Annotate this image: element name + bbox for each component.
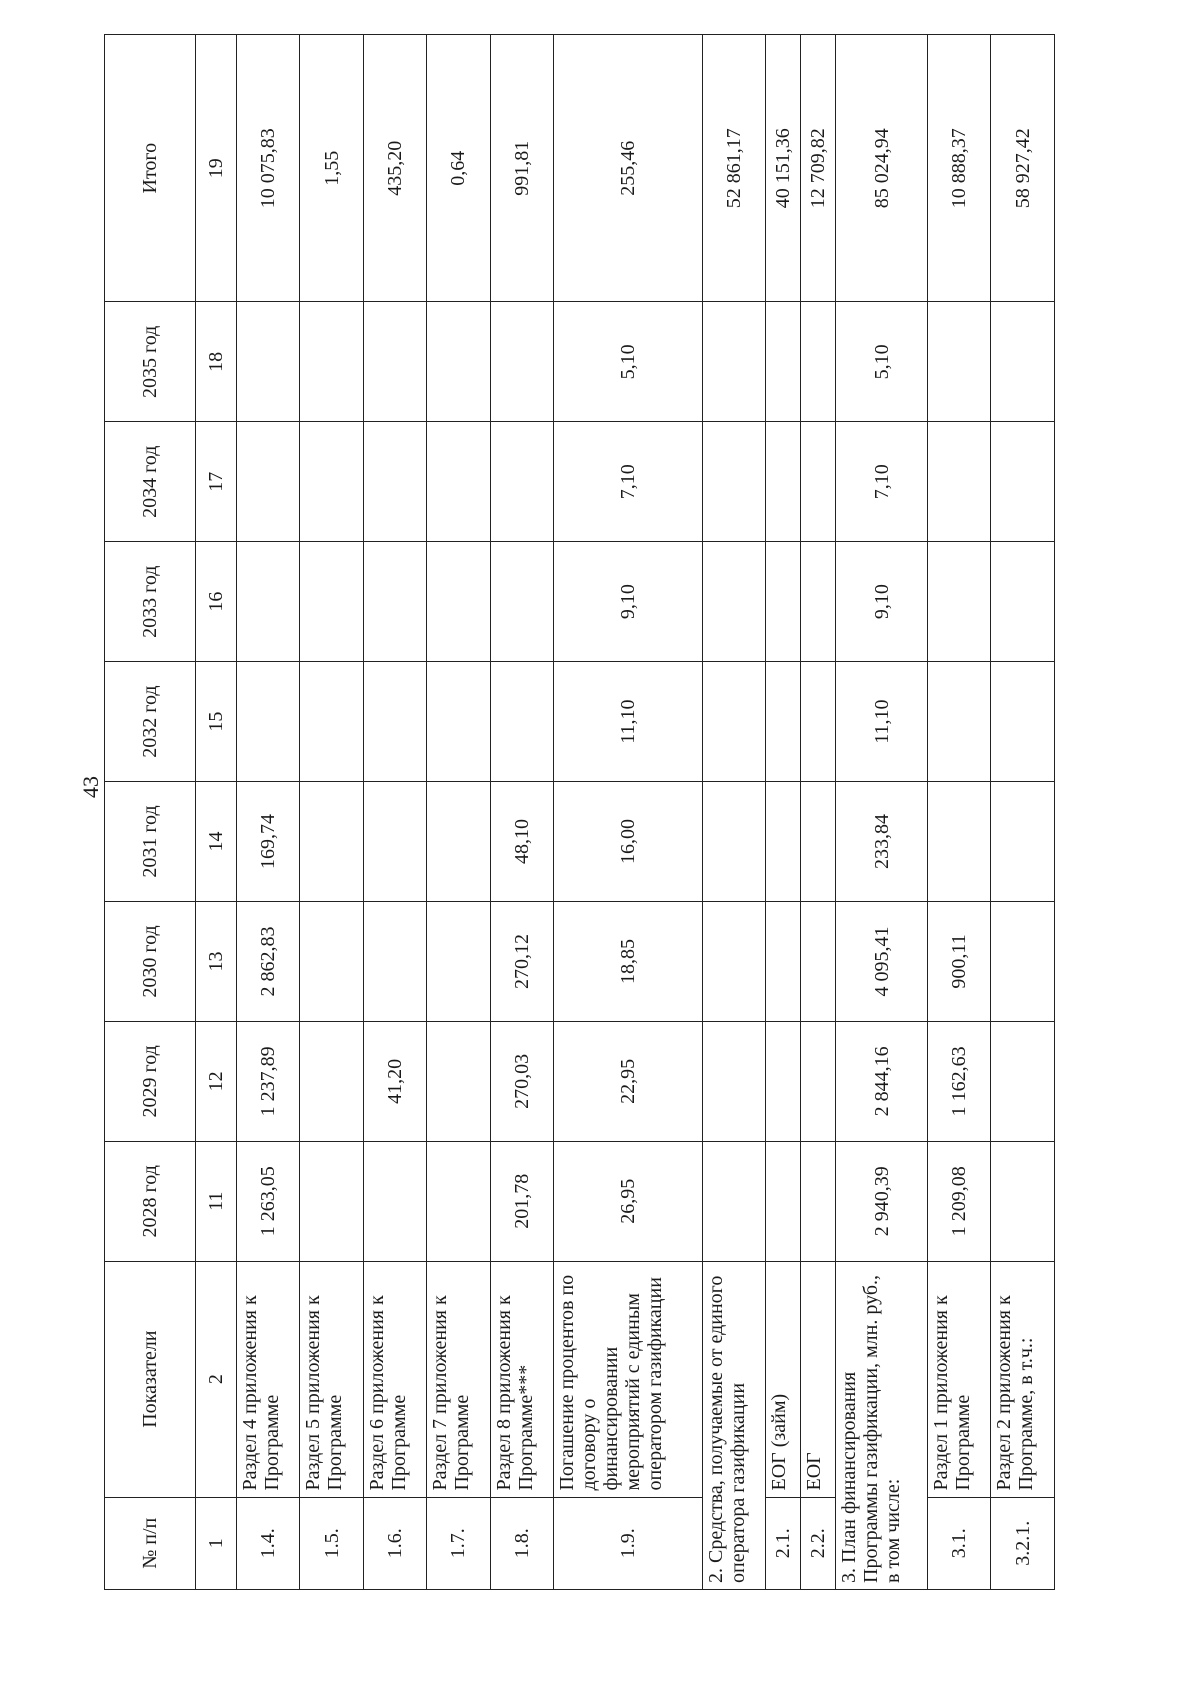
value-cell (363, 901, 426, 1021)
value-cell (427, 1141, 490, 1261)
value-cell (300, 542, 363, 662)
value-cell: 169,74 (237, 782, 300, 902)
value-cell (300, 422, 363, 542)
value-cell: 7,10 (554, 422, 703, 542)
value-cell: 9,10 (836, 542, 928, 662)
value-cell (702, 1021, 765, 1141)
column-number-cell: 18 (196, 302, 237, 422)
value-cell: 2 862,83 (237, 901, 300, 1021)
value-cell (801, 302, 836, 422)
row-label: Раздел 6 приложения к Программе (363, 1261, 426, 1497)
row-number: 1.6. (363, 1497, 426, 1589)
column-number-cell: 16 (196, 542, 237, 662)
value-cell (991, 302, 1055, 422)
value-cell: 270,12 (490, 901, 553, 1021)
value-cell: 435,20 (363, 35, 426, 302)
value-cell: 22,95 (554, 1021, 703, 1141)
value-cell: 58 927,42 (991, 35, 1055, 302)
value-cell: 2 940,39 (836, 1141, 928, 1261)
value-cell (801, 901, 836, 1021)
value-cell: 48,10 (490, 782, 553, 902)
row-number: 2.2. (801, 1497, 836, 1589)
header-cell: 2035 год (105, 302, 196, 422)
value-cell (991, 422, 1055, 542)
value-cell (363, 542, 426, 662)
table-row (766, 35, 801, 1590)
row-number: 1.7. (427, 1497, 490, 1589)
row-label: Раздел 4 приложения к Программе (237, 1261, 300, 1497)
value-cell: 11,10 (836, 662, 928, 782)
value-cell (237, 302, 300, 422)
table-row (991, 35, 1055, 1590)
value-cell: 1 263,05 (237, 1141, 300, 1261)
value-cell (237, 662, 300, 782)
value-cell (766, 662, 801, 782)
table-row (237, 35, 300, 1590)
value-cell (766, 302, 801, 422)
header-cell: 2028 год (105, 1141, 196, 1261)
header-cell: Итого (105, 35, 196, 302)
column-number-cell: 15 (196, 662, 237, 782)
value-cell (237, 422, 300, 542)
value-cell: 11,10 (554, 662, 703, 782)
value-cell: 201,78 (490, 1141, 553, 1261)
value-cell: 7,10 (836, 422, 928, 542)
value-cell: 0,64 (427, 35, 490, 302)
value-cell: 5,10 (554, 302, 703, 422)
value-cell: 4 095,41 (836, 901, 928, 1021)
header-cell: 2029 год (105, 1021, 196, 1141)
row-label: Раздел 8 приложения к Программе*** (490, 1261, 553, 1497)
value-cell (702, 901, 765, 1021)
value-cell: 1 162,63 (928, 1021, 991, 1141)
value-cell (427, 782, 490, 902)
value-cell (363, 1141, 426, 1261)
table-body (237, 35, 1055, 1590)
value-cell (801, 782, 836, 902)
column-number-row (196, 35, 237, 1590)
column-number-cell: 2 (196, 1261, 237, 1497)
row-label: 3. План финансирования Программы газификации, млн. руб., в том числе: (836, 1261, 928, 1589)
header-cell: Показатели (105, 1261, 196, 1497)
row-number: 1.4. (237, 1497, 300, 1589)
value-cell (427, 422, 490, 542)
value-cell (490, 542, 553, 662)
value-cell: 991,81 (490, 35, 553, 302)
row-label: Погашение процентов по договору о финансировании мероприятий с единым оператором газификации (554, 1261, 703, 1497)
column-number-cell: 17 (196, 422, 237, 542)
rotated-table-wrapper (104, 34, 1055, 1590)
value-cell (363, 662, 426, 782)
value-cell: 1 237,89 (237, 1021, 300, 1141)
table-row (490, 35, 553, 1590)
table-row (554, 35, 703, 1590)
value-cell (237, 542, 300, 662)
row-number: 2.1. (766, 1497, 801, 1589)
value-cell (702, 782, 765, 902)
value-cell (928, 302, 991, 422)
value-cell: 9,10 (554, 542, 703, 662)
value-cell (427, 542, 490, 662)
value-cell: 270,03 (490, 1021, 553, 1141)
row-label: ЕОГ (801, 1261, 836, 1497)
value-cell (766, 422, 801, 542)
value-cell (427, 1021, 490, 1141)
value-cell (300, 662, 363, 782)
table-row (300, 35, 363, 1590)
value-cell (928, 662, 991, 782)
value-cell: 255,46 (554, 35, 703, 302)
value-cell (427, 901, 490, 1021)
value-cell (300, 901, 363, 1021)
value-cell (991, 542, 1055, 662)
value-cell (991, 782, 1055, 902)
value-cell (363, 782, 426, 902)
value-cell: 2 844,16 (836, 1021, 928, 1141)
value-cell (801, 422, 836, 542)
row-label: Раздел 7 приложения к Программе (427, 1261, 490, 1497)
row-number: 3.1. (928, 1497, 991, 1589)
value-cell (363, 422, 426, 542)
row-label: ЕОГ (займ) (766, 1261, 801, 1497)
value-cell (702, 422, 765, 542)
table-row (836, 35, 928, 1590)
row-number: 1.5. (300, 1497, 363, 1589)
table-row (928, 35, 991, 1590)
value-cell (801, 662, 836, 782)
value-cell (766, 542, 801, 662)
value-cell (928, 782, 991, 902)
value-cell (702, 662, 765, 782)
value-cell (702, 1141, 765, 1261)
value-cell (490, 422, 553, 542)
column-number-cell: 11 (196, 1141, 237, 1261)
table-row (702, 35, 765, 1590)
value-cell: 41,20 (363, 1021, 426, 1141)
column-number-cell: 1 (196, 1497, 237, 1589)
row-label: Раздел 5 приложения к Программе (300, 1261, 363, 1497)
value-cell: 10 888,37 (928, 35, 991, 302)
header-cell: № п/п (105, 1497, 196, 1589)
value-cell (427, 302, 490, 422)
column-number-cell: 19 (196, 35, 237, 302)
row-label: 2. Средства, получаемые от единого оператора газификации (702, 1261, 765, 1589)
value-cell (766, 901, 801, 1021)
value-cell: 900,11 (928, 901, 991, 1021)
value-cell (991, 662, 1055, 782)
value-cell: 26,95 (554, 1141, 703, 1261)
value-cell (702, 542, 765, 662)
value-cell (766, 782, 801, 902)
header-cell: 2033 год (105, 542, 196, 662)
header-cell: 2032 год (105, 662, 196, 782)
value-cell (801, 1021, 836, 1141)
financing-table (104, 34, 1055, 1590)
header-cell: 2031 год (105, 782, 196, 902)
value-cell (300, 782, 363, 902)
value-cell: 233,84 (836, 782, 928, 902)
row-number: 3.2.1. (991, 1497, 1055, 1589)
value-cell (490, 662, 553, 782)
row-label: Раздел 2 приложения к Программе, в т.ч.: (991, 1261, 1055, 1497)
value-cell: 16,00 (554, 782, 703, 902)
value-cell (300, 1021, 363, 1141)
value-cell: 1,55 (300, 35, 363, 302)
value-cell (766, 1141, 801, 1261)
value-cell: 40 151,36 (766, 35, 801, 302)
table-row (427, 35, 490, 1590)
value-cell: 18,85 (554, 901, 703, 1021)
value-cell (991, 1141, 1055, 1261)
value-cell (928, 422, 991, 542)
value-cell (766, 1021, 801, 1141)
value-cell (991, 1021, 1055, 1141)
value-cell (702, 302, 765, 422)
value-cell: 52 861,17 (702, 35, 765, 302)
value-cell (363, 302, 426, 422)
row-label: Раздел 1 приложения к Программе (928, 1261, 991, 1497)
column-number-cell: 13 (196, 901, 237, 1021)
column-number-cell: 12 (196, 1021, 237, 1141)
value-cell: 10 075,83 (237, 35, 300, 302)
value-cell (801, 1141, 836, 1261)
value-cell (300, 302, 363, 422)
value-cell (801, 542, 836, 662)
value-cell (427, 662, 490, 782)
value-cell: 12 709,82 (801, 35, 836, 302)
column-number-cell: 14 (196, 782, 237, 902)
row-number: 1.9. (554, 1497, 703, 1589)
value-cell: 5,10 (836, 302, 928, 422)
header-cell: 2034 год (105, 422, 196, 542)
value-cell (300, 1141, 363, 1261)
header-row (105, 35, 196, 1590)
table-row (363, 35, 426, 1590)
page-number: 43 (78, 776, 103, 798)
header-cell: 2030 год (105, 901, 196, 1021)
table-row (801, 35, 836, 1590)
value-cell (928, 542, 991, 662)
value-cell: 85 024,94 (836, 35, 928, 302)
value-cell: 1 209,08 (928, 1141, 991, 1261)
value-cell (490, 302, 553, 422)
value-cell (991, 901, 1055, 1021)
row-number: 1.8. (490, 1497, 553, 1589)
